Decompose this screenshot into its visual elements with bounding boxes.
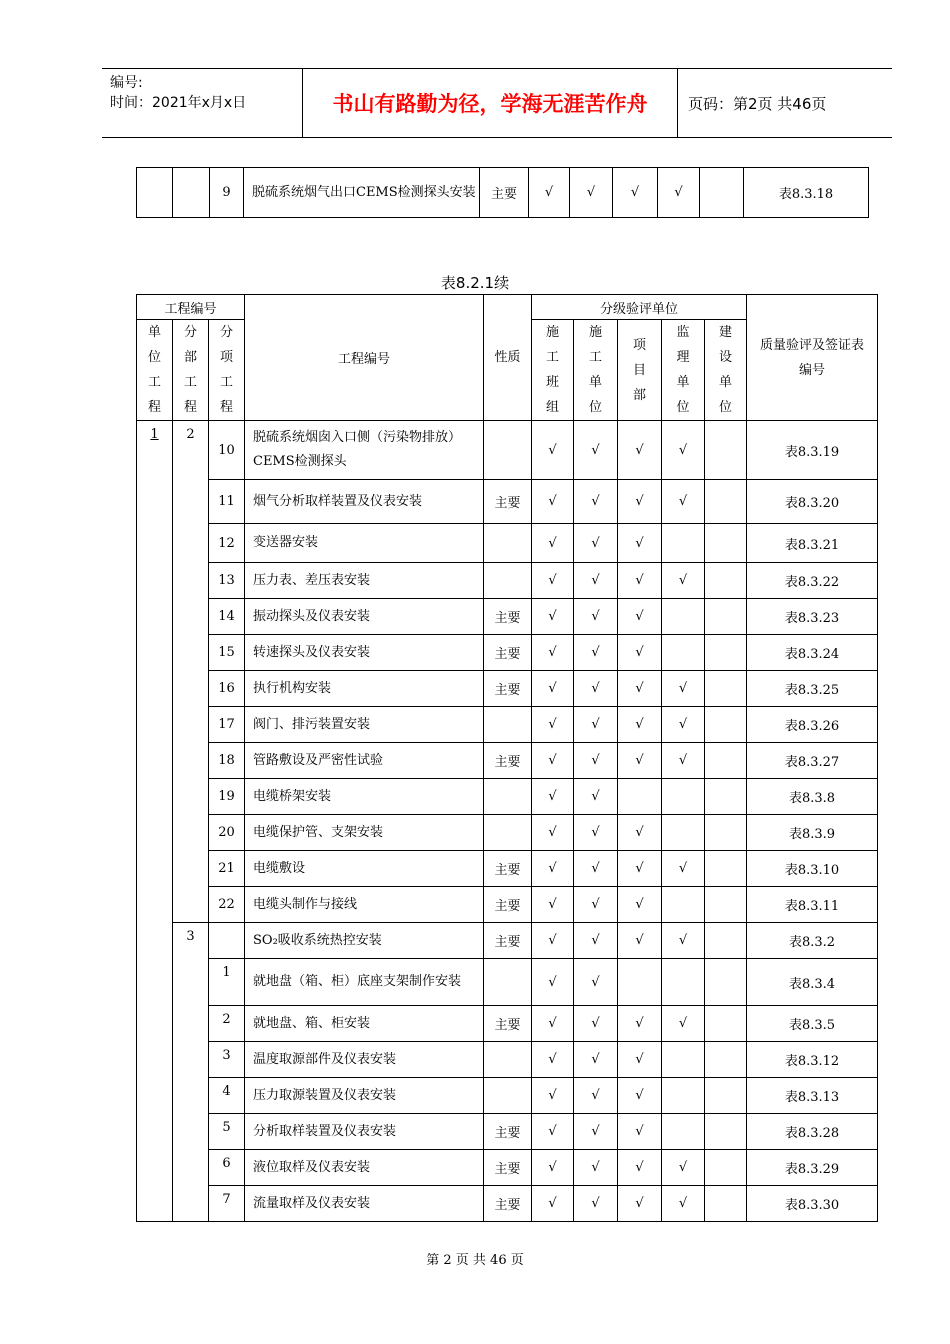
table-row xyxy=(137,599,878,635)
check-cell: √ xyxy=(662,563,705,599)
check-cell: √ xyxy=(618,1114,662,1150)
header-sub: 分部工程 xyxy=(173,320,209,421)
check-cell xyxy=(705,1078,747,1114)
header-level: 施工单位 xyxy=(574,320,618,421)
sub-no-cell: 2 xyxy=(173,421,209,923)
check-cell: √ xyxy=(574,671,618,707)
item-no: 22 xyxy=(209,887,245,923)
check-cell xyxy=(705,635,747,671)
item-nature: 主要 xyxy=(484,1006,532,1042)
item-no: 9 xyxy=(210,168,244,218)
form-number: 表8.3.26 xyxy=(747,707,878,743)
item-name: 脱硫系统烟囱入口侧（污染物排放）CEMS检测探头 xyxy=(245,421,484,480)
check-cell xyxy=(662,635,705,671)
item-nature: 主要 xyxy=(484,599,532,635)
check-cell: √ xyxy=(662,421,705,480)
check-cell: √ xyxy=(658,168,700,218)
check-cell: √ xyxy=(574,480,618,524)
sub-no-cell: 3 xyxy=(173,923,209,1222)
check-cell: √ xyxy=(618,1006,662,1042)
item-name: 电缆头制作与接线 xyxy=(245,887,484,923)
form-number: 表8.3.27 xyxy=(747,743,878,779)
header-item: 分项工程 xyxy=(209,320,245,421)
check-cell xyxy=(705,743,747,779)
check-cell: √ xyxy=(574,743,618,779)
header-level: 建设单位 xyxy=(705,320,747,421)
header-divider xyxy=(302,69,303,137)
table-row xyxy=(137,959,878,1006)
check-cell: √ xyxy=(574,779,618,815)
check-cell xyxy=(705,923,747,959)
check-cell: √ xyxy=(618,524,662,563)
check-cell: √ xyxy=(574,815,618,851)
check-cell xyxy=(705,480,747,524)
header-meta xyxy=(102,69,302,137)
check-cell xyxy=(662,1042,705,1078)
item-name: 压力取源装置及仪表安装 xyxy=(245,1078,484,1114)
table-row xyxy=(137,923,878,959)
form-number: 表8.3.25 xyxy=(747,671,878,707)
item-nature xyxy=(484,1078,532,1114)
check-cell xyxy=(705,1186,747,1222)
check-cell: √ xyxy=(532,524,574,563)
check-cell: √ xyxy=(662,851,705,887)
table-row xyxy=(137,1186,878,1222)
check-cell: √ xyxy=(618,480,662,524)
check-cell xyxy=(705,851,747,887)
item-no: 21 xyxy=(209,851,245,887)
check-cell xyxy=(705,563,747,599)
check-cell xyxy=(705,959,747,1006)
check-cell: √ xyxy=(532,1186,574,1222)
header-page-info: 页码：第2页 共46页 xyxy=(688,94,827,113)
item-nature xyxy=(484,421,532,480)
item-name: SO₂吸收系统热控安装 xyxy=(245,923,484,959)
item-nature xyxy=(484,524,532,563)
check-cell: √ xyxy=(574,1114,618,1150)
check-cell: √ xyxy=(618,671,662,707)
header-level: 施工班组 xyxy=(532,320,574,421)
item-name: 执行机构安装 xyxy=(245,671,484,707)
check-cell xyxy=(705,421,747,480)
form-number: 表8.3.24 xyxy=(747,635,878,671)
form-number: 表8.3.5 xyxy=(747,1006,878,1042)
header-slogan: 书山有路勤为径，学海无涯苦作舟 xyxy=(332,92,648,116)
check-cell: √ xyxy=(574,923,618,959)
check-cell: √ xyxy=(529,168,570,218)
item-no: 18 xyxy=(209,743,245,779)
item-no: 15 xyxy=(209,635,245,671)
header-levels: 分级验评单位 xyxy=(532,295,747,320)
table-row xyxy=(137,563,878,599)
check-cell: √ xyxy=(574,1078,618,1114)
check-cell: √ xyxy=(532,599,574,635)
check-cell: √ xyxy=(662,671,705,707)
check-cell: √ xyxy=(662,1186,705,1222)
form-number: 表8.3.11 xyxy=(747,887,878,923)
check-cell: √ xyxy=(574,887,618,923)
table-row xyxy=(137,1114,878,1150)
check-cell xyxy=(662,599,705,635)
check-cell: √ xyxy=(532,421,574,480)
check-cell: √ xyxy=(618,599,662,635)
item-no: 10 xyxy=(209,421,245,480)
form-number: 表8.3.13 xyxy=(747,1078,878,1114)
item-name: 电缆保护管、支架安装 xyxy=(245,815,484,851)
form-number: 表8.3.23 xyxy=(747,599,878,635)
form-number: 表8.3.30 xyxy=(747,1186,878,1222)
check-cell xyxy=(705,1006,747,1042)
check-cell: √ xyxy=(532,1150,574,1186)
item-name: 液位取样及仪表安装 xyxy=(245,1150,484,1186)
form-number: 表8.3.20 xyxy=(747,480,878,524)
check-cell: √ xyxy=(618,887,662,923)
check-cell: √ xyxy=(662,743,705,779)
previous-table-fragment xyxy=(136,167,869,218)
item-nature: 主要 xyxy=(480,168,529,218)
item-name: 变送器安装 xyxy=(245,524,484,563)
item-no: 17 xyxy=(209,707,245,743)
header-level: 项目部 xyxy=(618,320,662,421)
item-name: 脱硫系统烟气出口CEMS检测探头安装 xyxy=(244,168,480,218)
form-number: 表8.3.9 xyxy=(747,815,878,851)
check-cell: √ xyxy=(574,707,618,743)
check-cell xyxy=(705,1114,747,1150)
check-cell xyxy=(618,959,662,1006)
item-no: 14 xyxy=(209,599,245,635)
check-cell: √ xyxy=(532,707,574,743)
item-nature xyxy=(484,959,532,1006)
check-cell: √ xyxy=(532,851,574,887)
check-cell: √ xyxy=(532,1078,574,1114)
item-name: 烟气分析取样装置及仪表安装 xyxy=(245,480,484,524)
item-no: 6 xyxy=(209,1150,245,1186)
table-row xyxy=(137,1078,878,1114)
check-cell xyxy=(662,1114,705,1150)
item-name: 分析取样装置及仪表安装 xyxy=(245,1114,484,1150)
empty-cell xyxy=(173,168,210,218)
check-cell: √ xyxy=(618,923,662,959)
check-cell: √ xyxy=(532,635,574,671)
form-number: 表8.3.18 xyxy=(744,168,869,218)
header-name: 工程编号 xyxy=(245,295,484,421)
header-form: 质量验评及签证表编号 xyxy=(747,295,878,421)
header-project-code: 工程编号 xyxy=(137,295,245,320)
table-row xyxy=(137,707,878,743)
check-cell: √ xyxy=(618,815,662,851)
check-cell: √ xyxy=(532,563,574,599)
item-name: 电缆桥架安装 xyxy=(245,779,484,815)
item-name: 压力表、差压表安装 xyxy=(245,563,484,599)
table-row xyxy=(137,1006,878,1042)
check-cell xyxy=(705,1150,747,1186)
item-no: 19 xyxy=(209,779,245,815)
item-nature: 主要 xyxy=(484,1150,532,1186)
item-name: 流量取样及仪表安装 xyxy=(245,1186,484,1222)
item-no xyxy=(209,923,245,959)
empty-cell xyxy=(137,168,173,218)
page-footer: 第 2 页 共 46 页 xyxy=(426,1253,524,1268)
table-caption: 表8.2.1续 xyxy=(440,274,510,292)
check-cell: √ xyxy=(532,887,574,923)
check-cell: √ xyxy=(618,851,662,887)
check-cell: √ xyxy=(618,635,662,671)
check-cell xyxy=(705,599,747,635)
item-no: 2 xyxy=(209,1006,245,1042)
check-cell: √ xyxy=(574,599,618,635)
header-unit: 单位工程 xyxy=(137,320,173,421)
check-cell xyxy=(662,524,705,563)
check-cell xyxy=(705,707,747,743)
item-no: 16 xyxy=(209,671,245,707)
table-row xyxy=(137,524,878,563)
check-cell xyxy=(618,779,662,815)
table-row xyxy=(137,887,878,923)
item-nature xyxy=(484,707,532,743)
check-cell: √ xyxy=(618,707,662,743)
check-cell xyxy=(705,779,747,815)
table-row xyxy=(137,815,878,851)
check-cell: √ xyxy=(532,671,574,707)
item-no: 1 xyxy=(209,959,245,1006)
check-cell: √ xyxy=(618,1150,662,1186)
item-nature: 主要 xyxy=(484,480,532,524)
check-cell xyxy=(705,815,747,851)
check-cell: √ xyxy=(618,1042,662,1078)
check-cell: √ xyxy=(662,707,705,743)
check-cell: √ xyxy=(532,480,574,524)
item-name: 振动探头及仪表安装 xyxy=(245,599,484,635)
item-name: 温度取源部件及仪表安装 xyxy=(245,1042,484,1078)
form-number: 表8.3.22 xyxy=(747,563,878,599)
check-cell xyxy=(662,959,705,1006)
item-nature xyxy=(484,779,532,815)
item-name: 就地盘（箱、柜）底座支架制作安装 xyxy=(245,959,484,1006)
check-cell: √ xyxy=(532,1006,574,1042)
check-cell: √ xyxy=(574,635,618,671)
check-cell: √ xyxy=(574,524,618,563)
table-row xyxy=(137,671,878,707)
form-number: 表8.3.12 xyxy=(747,1042,878,1078)
table-row xyxy=(137,421,878,480)
check-cell xyxy=(705,671,747,707)
header-level: 监理单位 xyxy=(662,320,705,421)
doc-code-label: 编号: xyxy=(110,75,143,91)
item-no: 3 xyxy=(209,1042,245,1078)
page-header xyxy=(102,68,892,138)
table-row xyxy=(137,635,878,671)
header-nature: 性质 xyxy=(484,295,532,421)
check-cell: √ xyxy=(574,1186,618,1222)
table-row xyxy=(137,743,878,779)
table-row xyxy=(137,779,878,815)
check-cell: √ xyxy=(532,815,574,851)
form-number: 表8.3.29 xyxy=(747,1150,878,1186)
check-cell: √ xyxy=(613,168,658,218)
check-cell: √ xyxy=(618,743,662,779)
check-cell: √ xyxy=(532,923,574,959)
doc-time: 时间：2021年x月x日 xyxy=(110,95,247,111)
item-nature: 主要 xyxy=(484,1186,532,1222)
check-cell: √ xyxy=(532,1114,574,1150)
check-cell: √ xyxy=(618,1186,662,1222)
form-number: 表8.3.21 xyxy=(747,524,878,563)
check-cell xyxy=(705,887,747,923)
check-cell: √ xyxy=(618,421,662,480)
item-name: 阀门、排污装置安装 xyxy=(245,707,484,743)
table-row xyxy=(137,480,878,524)
table-row xyxy=(137,1150,878,1186)
check-cell: √ xyxy=(532,959,574,1006)
table-row xyxy=(137,851,878,887)
item-nature: 主要 xyxy=(484,887,532,923)
check-cell xyxy=(700,168,744,218)
item-no: 7 xyxy=(209,1186,245,1222)
form-number: 表8.3.8 xyxy=(747,779,878,815)
item-no: 5 xyxy=(209,1114,245,1150)
check-cell: √ xyxy=(532,1042,574,1078)
check-cell: √ xyxy=(574,851,618,887)
item-nature xyxy=(484,563,532,599)
form-number: 表8.3.10 xyxy=(747,851,878,887)
form-number: 表8.3.19 xyxy=(747,421,878,480)
check-cell: √ xyxy=(574,421,618,480)
check-cell: √ xyxy=(574,1150,618,1186)
check-cell: √ xyxy=(574,563,618,599)
item-name: 就地盘、箱、柜安装 xyxy=(245,1006,484,1042)
check-cell xyxy=(705,524,747,563)
check-cell xyxy=(662,779,705,815)
check-cell: √ xyxy=(662,923,705,959)
item-no: 13 xyxy=(209,563,245,599)
check-cell xyxy=(662,887,705,923)
item-no: 11 xyxy=(209,480,245,524)
check-cell xyxy=(662,815,705,851)
check-cell: √ xyxy=(662,1150,705,1186)
item-nature xyxy=(484,815,532,851)
check-cell: √ xyxy=(618,563,662,599)
item-name: 转速探头及仪表安装 xyxy=(245,635,484,671)
quality-inspection-table xyxy=(136,294,878,1222)
form-number: 表8.3.28 xyxy=(747,1114,878,1150)
check-cell: √ xyxy=(574,959,618,1006)
item-name: 电缆敷设 xyxy=(245,851,484,887)
item-nature: 主要 xyxy=(484,923,532,959)
unit-no-cell: 1 xyxy=(137,421,173,1222)
form-number: 表8.3.4 xyxy=(747,959,878,1006)
item-nature: 主要 xyxy=(484,851,532,887)
check-cell: √ xyxy=(662,1006,705,1042)
check-cell xyxy=(705,1042,747,1078)
item-nature: 主要 xyxy=(484,635,532,671)
check-cell: √ xyxy=(618,1078,662,1114)
item-name: 管路敷设及严密性试验 xyxy=(245,743,484,779)
item-nature: 主要 xyxy=(484,671,532,707)
form-number: 表8.3.2 xyxy=(747,923,878,959)
table-row xyxy=(137,1042,878,1078)
check-cell: √ xyxy=(574,1006,618,1042)
check-cell: √ xyxy=(532,779,574,815)
check-cell: √ xyxy=(570,168,613,218)
check-cell: √ xyxy=(532,743,574,779)
item-no: 12 xyxy=(209,524,245,563)
item-no: 20 xyxy=(209,815,245,851)
item-nature: 主要 xyxy=(484,743,532,779)
item-nature xyxy=(484,1042,532,1078)
check-cell: √ xyxy=(662,480,705,524)
check-cell: √ xyxy=(574,1042,618,1078)
item-nature: 主要 xyxy=(484,1114,532,1150)
item-no: 4 xyxy=(209,1078,245,1114)
check-cell xyxy=(662,1078,705,1114)
